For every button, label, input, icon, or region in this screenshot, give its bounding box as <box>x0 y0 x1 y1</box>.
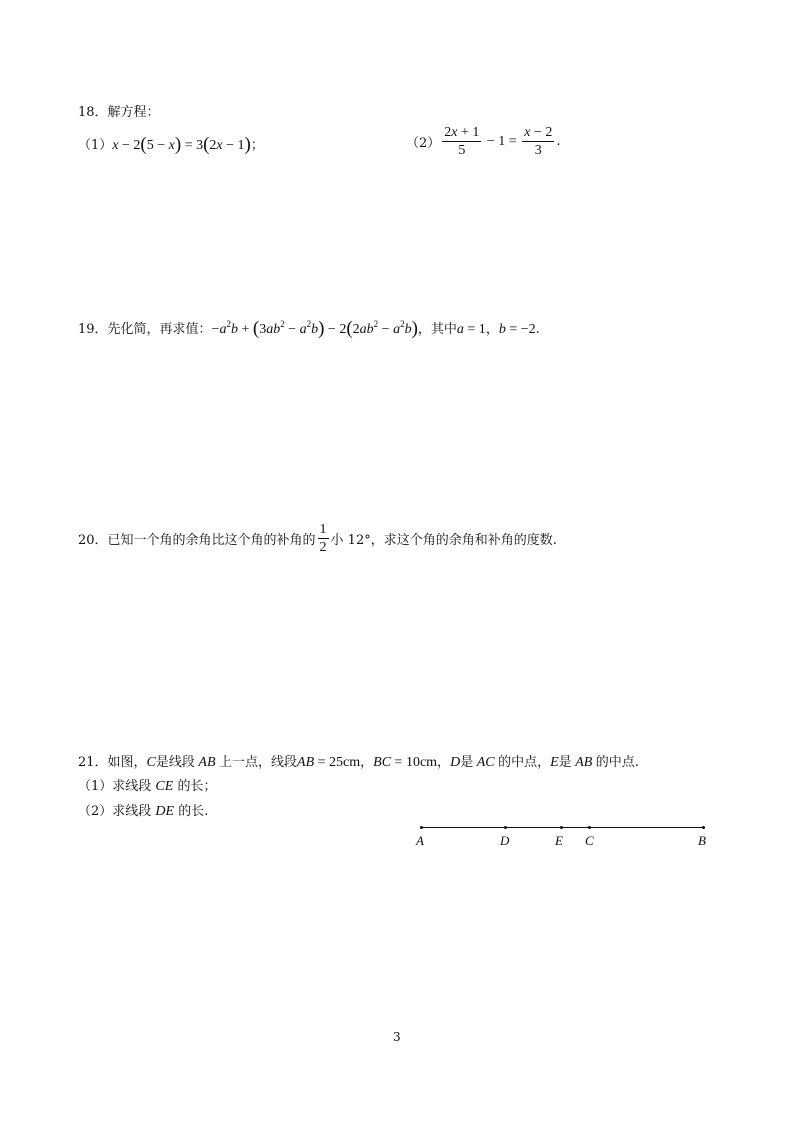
q19-mid: ，其中 <box>417 322 457 337</box>
q21-sub2-end: 的长. <box>178 804 209 819</box>
point-e-dot <box>560 826 563 829</box>
q21-ab-length: AB = 25cm <box>297 755 361 770</box>
q19-b-value: b = −2 <box>498 322 536 337</box>
q18-part2-label: （2） <box>406 136 441 151</box>
q21-sub1-end: 的长； <box>177 779 217 794</box>
q21-t8: 是 <box>558 755 572 770</box>
q21-t6: 是 <box>460 755 474 770</box>
q21-point-d: D <box>450 755 461 770</box>
label-d: D <box>500 833 510 848</box>
q18-part2-equation: $\frac{2x + 1}{5}$ − 1 = $\frac{x - 2}{3}$ <box>444 125 553 158</box>
q19-sep: ， <box>485 322 499 337</box>
label-e: E <box>555 833 563 848</box>
q20-frac-den: 2 <box>319 540 327 555</box>
label-b: B <box>698 833 706 848</box>
q18-title: 18．解方程： <box>78 105 160 120</box>
q19-expression: $-a^2b + (3ab^2 - a^2b) - 2(2ab^2 - a^2b)$ <box>211 318 418 339</box>
q18-part1-end: ； <box>250 138 264 153</box>
q21-sub1-text: （1）求线段 <box>78 779 152 794</box>
q18-part1-label: （1） <box>78 138 113 153</box>
q21-t5: ， <box>437 755 451 770</box>
q20-prefix: 20．已知一个角的余角比这个角的补角的 <box>78 533 316 548</box>
q20-suffix: 小 12°，求这个角的余角和补角的度数. <box>330 533 557 548</box>
q21-point-c: C <box>146 755 156 770</box>
q18-part2-end: . <box>556 134 561 149</box>
q19-prefix: 19．先化简，再求值： <box>78 322 212 337</box>
q19-a-value: a = 1 <box>456 322 486 337</box>
q21-segment-ac: AC <box>476 755 495 770</box>
q21-sub2-text: （2）求线段 <box>78 804 152 819</box>
q21-segment-ab-2: AB <box>575 755 593 770</box>
point-d-dot <box>504 826 507 829</box>
q21-t9: 的中点. <box>595 755 639 770</box>
point-c-dot <box>588 826 591 829</box>
q21-sub2-segment: DE <box>155 804 175 819</box>
q18-part1-equation: x − 2(5 − x) = 3(2x − 1) <box>112 134 251 155</box>
q20-frac-num: 1 <box>319 522 327 537</box>
q21-point-e: E <box>550 755 559 770</box>
q19-end: . <box>535 322 540 337</box>
label-a: A <box>416 833 424 848</box>
page-number: 3 <box>393 1030 401 1044</box>
q21-t1: 21．如图， <box>78 755 147 770</box>
q21-t3: 上一点，线段 <box>219 755 298 770</box>
q21-sub1-segment: CE <box>155 779 174 794</box>
label-c: C <box>585 833 594 848</box>
q21-segment-ab: AB <box>198 755 216 770</box>
point-b-dot <box>702 826 705 829</box>
q21-bc-length: BC = 10cm <box>373 755 438 770</box>
point-a-dot <box>420 826 423 829</box>
q21-t4: ， <box>360 755 374 770</box>
q21-t7: 的中点， <box>498 755 551 770</box>
q21-t2: 是线段 <box>155 755 195 770</box>
